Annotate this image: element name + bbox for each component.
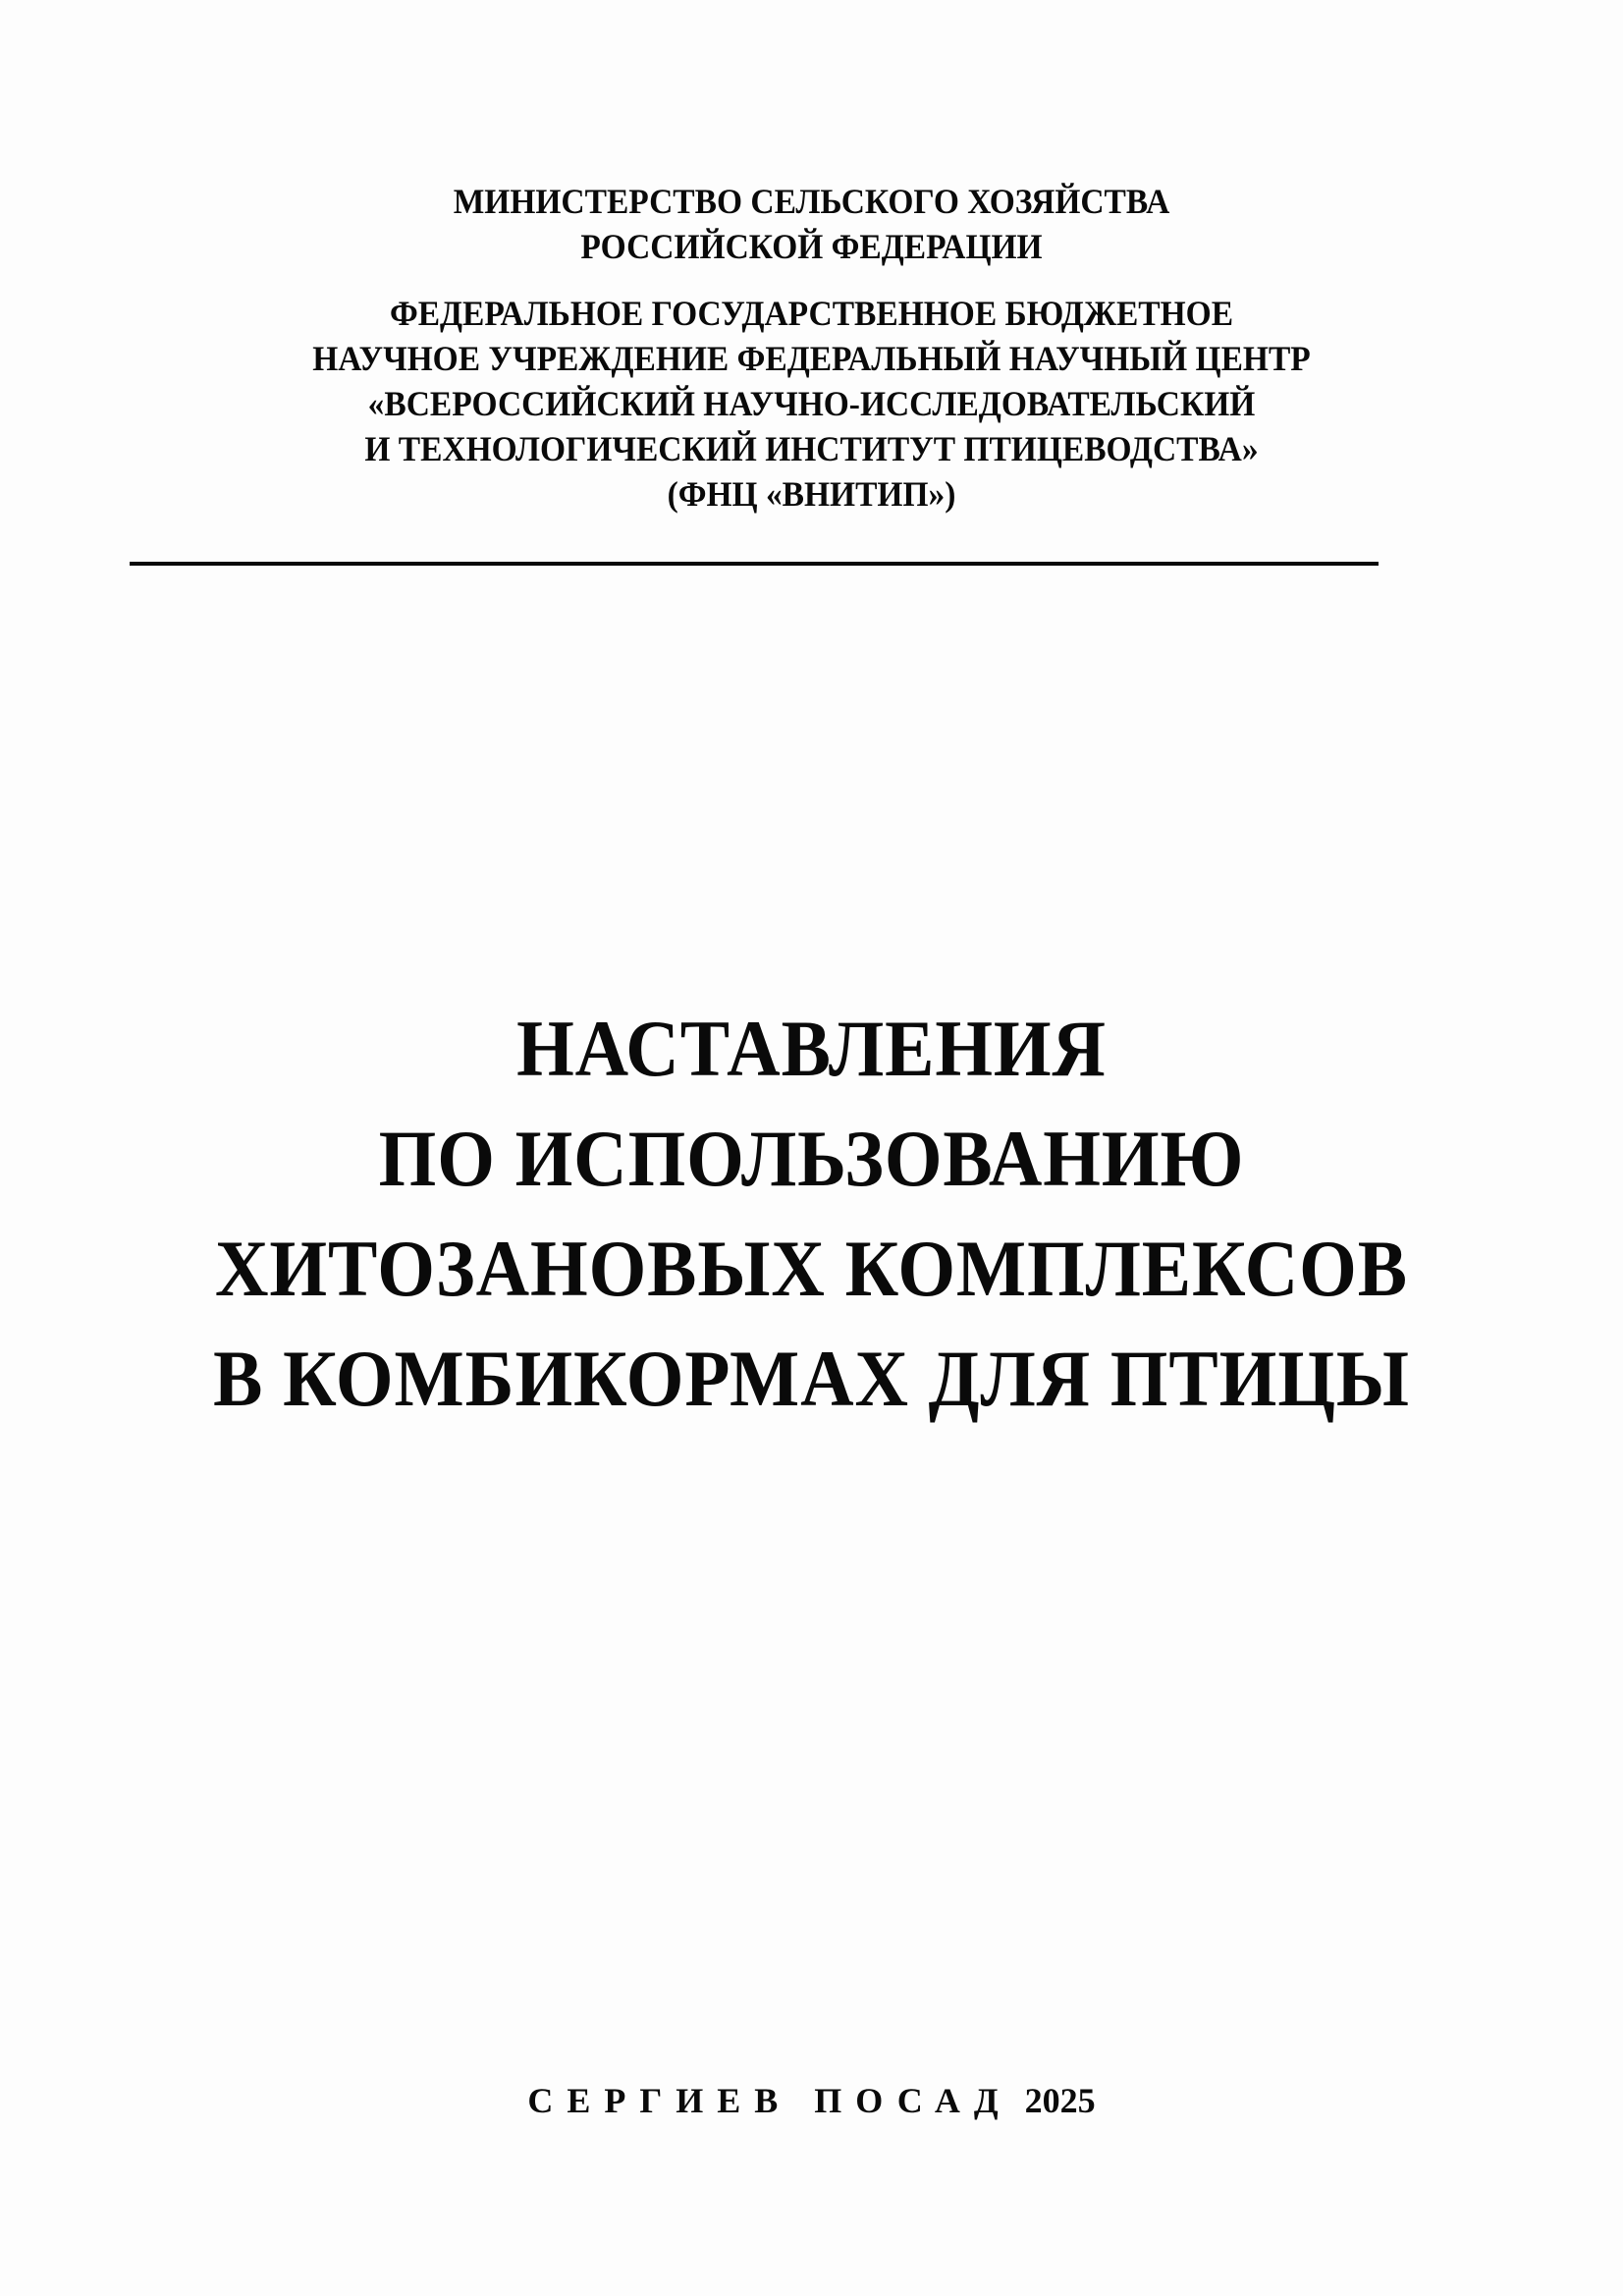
title-line-1: НАСТАВЛЕНИЯ: [516, 1004, 1107, 1093]
ministry-line-1: МИНИСТЕРСТВО СЕЛЬСКОГО ХОЗЯЙСТВА: [453, 182, 1170, 221]
institute-line-2: НАУЧНОЕ УЧРЕЖДЕНИЕ ФЕДЕРАЛЬНЫЙ НАУЧНЫЙ ЦЕНТР: [312, 339, 1311, 378]
document-title: [0, 994, 1623, 1434]
title-line-4: В КОМБИКОРМАХ ДЛЯ ПТИЦЫ: [213, 1334, 1410, 1423]
title-line-3: ХИТОЗАНОВЫХ КОМПЛЕКСОВ: [214, 1224, 1409, 1313]
imprint-footer: [0, 2080, 1623, 2121]
title-line-2: ПО ИСПОЛЬЗОВАНИЮ: [378, 1114, 1245, 1203]
ministry-heading: [0, 179, 1623, 269]
horizontal-divider: [130, 562, 1379, 566]
institute-line-1: ФЕДЕРАЛЬНОЕ ГОСУДАРСТВЕННОЕ БЮДЖЕТНОЕ: [389, 294, 1234, 333]
publication-city: СЕРГИЕВ ПОСАД: [527, 2081, 1012, 2120]
institute-heading: [0, 291, 1623, 517]
institute-line-4: И ТЕХНОЛОГИЧЕСКИЙ ИНСТИТУТ ПТИЦЕВОДСТВА»: [364, 429, 1259, 468]
institute-line-3: «ВСЕРОССИЙСКИЙ НАУЧНО-ИССЛЕДОВАТЕЛЬСКИЙ: [367, 384, 1256, 423]
publication-year: 2025: [1024, 2081, 1096, 2120]
ministry-line-2: РОССИЙСКОЙ ФЕДЕРАЦИИ: [580, 227, 1043, 266]
institute-abbreviation: (ФНЦ «ВНИТИП»): [667, 474, 956, 514]
